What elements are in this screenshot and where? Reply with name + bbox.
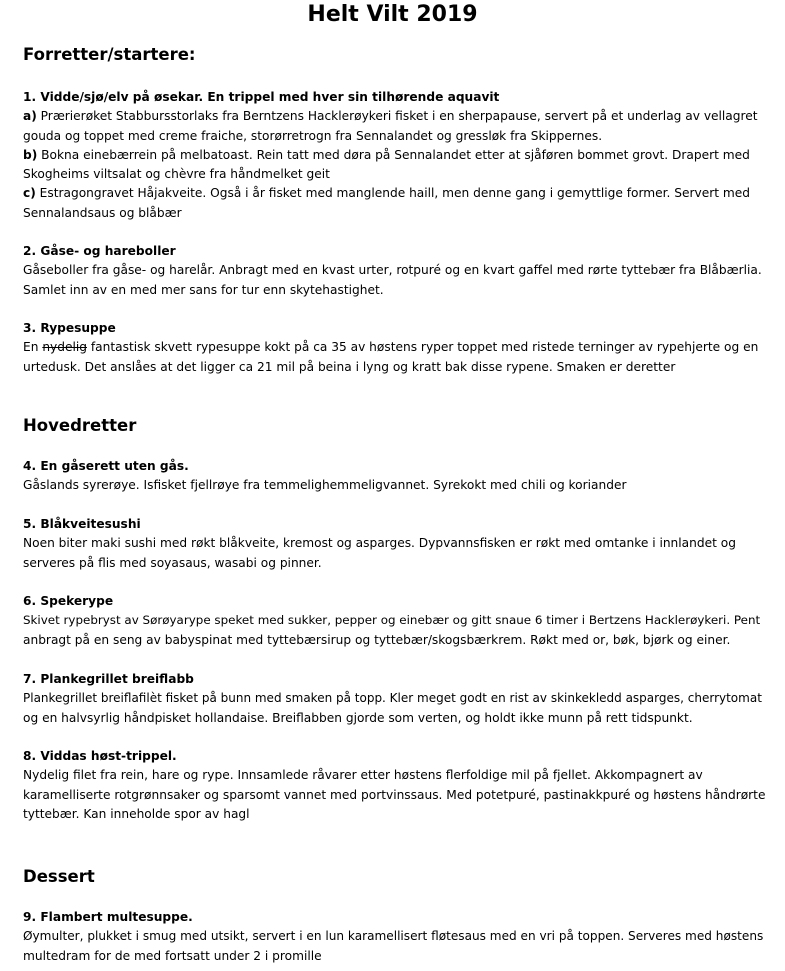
dish-description: Gåslands syrerøye. Isfisket fjellrøye fra temmelighemmeligvannet. Syrekokt med chili og koriander [23,478,627,493]
dish-1a-text [23,107,763,126]
dish-description: Prærierøket Stabbursstorlaks fra Berntzens Hacklerøykeri fisket i en sherpapause, servert på et underlag av vellagret [36,109,758,124]
dish-heading: 2. Gåse- og hareboller [23,244,176,258]
dish-description: serveres på flis med soyasaus, wasabi og pinner. [23,555,322,570]
item-label: a) [23,109,37,124]
dish-8 [23,747,766,824]
dish-description: En [23,340,43,355]
dish-2 [23,242,763,300]
dish-description: Bokna einebærrein på melbatoast. Rein tatt med døra på Sennalandet etter at sjåføren bommet grovt. Drapert med [37,147,750,162]
dish-description: Estragongravet Håjakveite. Også i år fisket med manglende haill, men denne gang i gemyttlige former. Servert med [35,186,751,201]
dish-9 [23,908,763,966]
section-heading-dessert: Dessert [23,867,95,886]
dish-4 [23,457,763,496]
item-label: b) [23,147,38,162]
dish-7 [23,670,763,728]
dish-3 [23,319,763,377]
dish-heading: 3. Rypesuppe [23,321,116,335]
dish-description: fantastisk skvett rypesuppe kokt på ca 35 av høstens ryper toppet med ristede terninger av rypehjerte og en [87,340,759,355]
section-heading-hovedretter: Hovedretter [23,416,137,435]
dish-description: Sennalandsaus og blåbær [23,205,182,220]
struck-word: nydelig [42,340,87,355]
dish-description: Øymulter, plukket i smug med utsikt, servert i en lun karamellisert fløtesaus med en vri på toppen. Serveres med høstens [23,929,764,944]
section-heading-forretter: Forretter/startere: [23,45,196,64]
dish-heading: 9. Flambert multesuppe. [23,910,193,924]
dish-description: Skogheims viltsalat og chèvre fra håndmelket geit [23,167,330,182]
dish-6 [23,592,763,650]
dish-heading: 8. Viddas høst-trippel. [23,749,177,763]
dish-heading: 5. Blåkveitesushi [23,517,141,531]
dish-description: multedram for de med fortsatt under 2 i promille [23,948,322,963]
dish-description: karamelliserte rotgrønnsaker og sparsomt vannet med portvinssaus. Med potetpuré, pastinakkpuré og høstens håndrørte [23,787,766,802]
dish-description: Samlet inn av en med mer sans for tur enn skytehastighet. [23,282,384,297]
dish-5 [23,515,763,573]
dish-description: Nydelig filet fra rein, hare og rype. Innsamlede råvarer etter høstens flerfoldige mil på fjellet. Akkompagnert av [23,768,703,783]
dish-1 [23,88,763,223]
dish-description: urtedusk. Det anslåes at det ligger ca 21 mil på beina i lyng og kratt bak disse rypene. Smaken er deretter [23,359,676,374]
dish-description: gouda og toppet med creme fraiche, storørretrogn fra Sennalandet og gressløk fra Skippernes. [23,128,603,143]
dish-heading: 1. Vidde/sjø/elv på øsekar. En trippel med hver sin tilhørende aquavit [23,90,500,104]
dish-3-text [23,338,763,357]
dish-description: Skivet rypebryst av Sørøyarype speket med sukker, pepper og einebær og gitt snaue 6 timer i Bertzens Hacklerøykeri. Pent [23,613,761,628]
dish-heading: 6. Spekerype [23,594,114,608]
document-title: Helt Vilt 2019 [307,2,478,27]
dish-1b-text [23,146,763,165]
dish-description: tyttebær. Kan inneholde spor av hagl [23,806,250,821]
dish-description: Plankegrillet breiflafilèt fisket på bunn med smaken på topp. Kler meget godt en rist av skinkekledd asparges, cherrytomat [23,691,762,706]
dish-description: Gåseboller fra gåse- og harelår. Anbragt med en kvast urter, rotpuré og en kvart gaffel med rørte tyttebær fra Blåbærlia. [23,263,762,278]
dish-description: anbragt på en seng av babyspinat med tyttebærsirup og tyttebær/skogsbærkrem. Røkt med or, bøk, bjørk og einer. [23,632,731,647]
dish-description: og en halvsyrlig håndpisket hollandaise. Breiflabben gjorde som verten, og holdt ikke munn på rett tidspunkt. [23,710,693,725]
item-label: c) [23,186,36,201]
dish-heading: 7. Plankegrillet breiflabb [23,672,194,686]
dish-heading: 4. En gåserett uten gås. [23,459,189,473]
dish-1c-text [23,184,763,203]
dish-description: Noen biter maki sushi med røkt blåkveite, kremost og asparges. Dypvannsfisken er røkt med omtanke i innlandet og [23,536,736,551]
